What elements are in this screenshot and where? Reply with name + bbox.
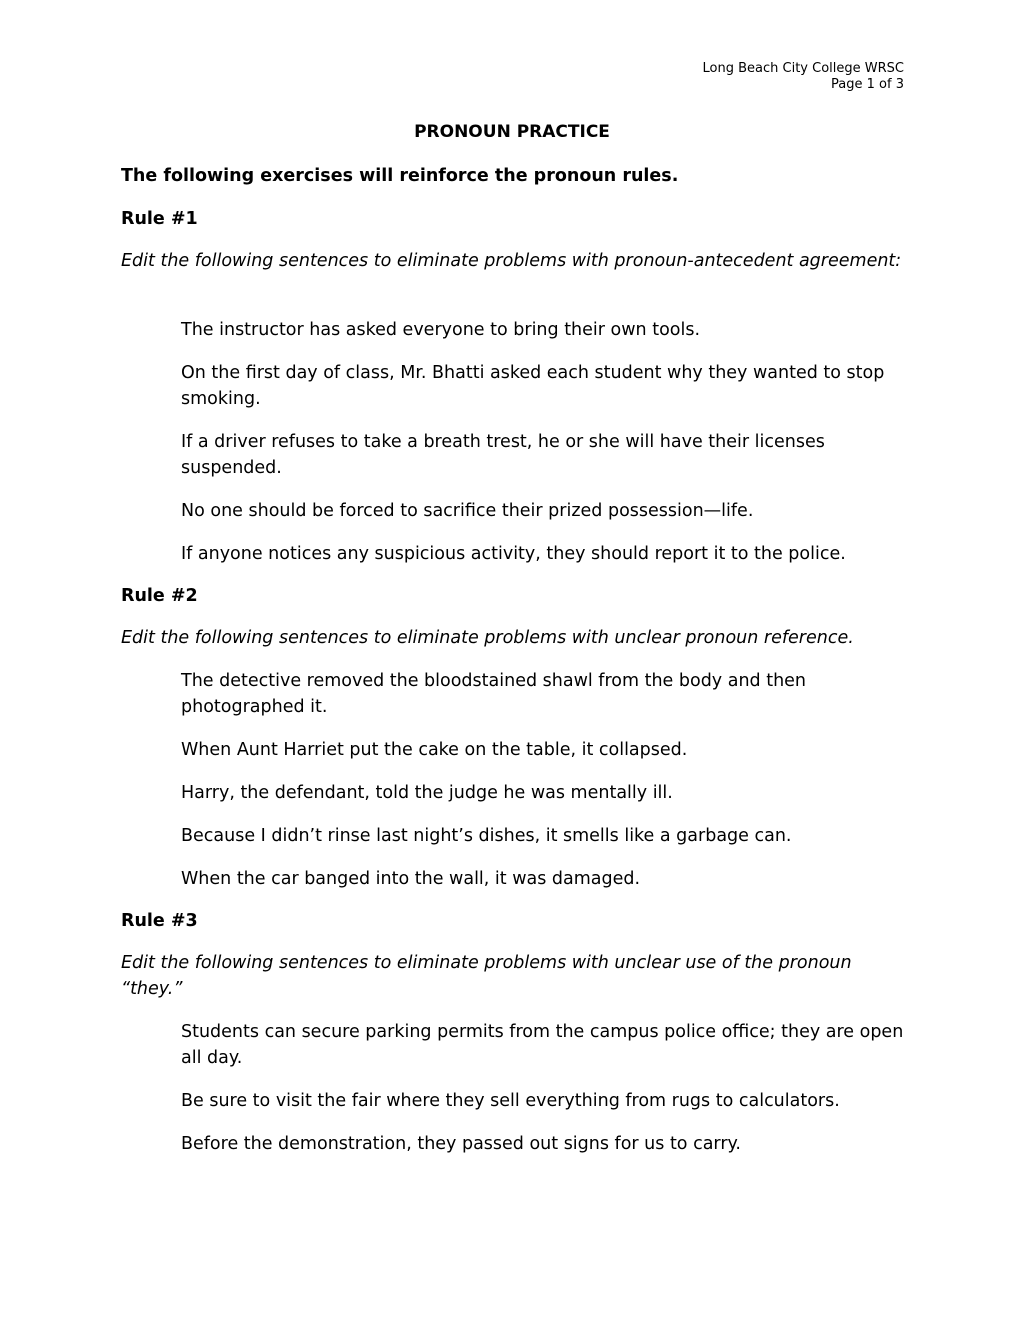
rule-3-instruction: Edit the following sentences to eliminate problems with unclear use of the pronoun “they.”: [121, 953, 852, 999]
rule-1-sentence-4: No one should be forced to sacrifice their prized possession—life.: [181, 501, 754, 521]
rule-3-sentence-2: Be sure to visit the fair where they sell everything from rugs to calculators.: [181, 1091, 840, 1111]
rule-2-sentence-5: When the car banged into the wall, it was damaged.: [181, 869, 641, 889]
rule-2-sentence-4: Because I didn’t rinse last night’s dishes, it smells like a garbage can.: [181, 826, 792, 846]
rule-3-heading: Rule #3: [121, 911, 198, 931]
rule-2-sentence-3: Harry, the defendant, told the judge he was mentally ill.: [181, 783, 673, 803]
rule-1-sentence-2: On the first day of class, Mr. Bhatti asked each student why they wanted to stop smoking.: [181, 363, 885, 409]
rule-2-sentence-1: The detective removed the bloodstained shawl from the body and then photographed it.: [181, 671, 807, 717]
rule-2-instruction: Edit the following sentences to eliminate problems with unclear pronoun reference.: [121, 628, 854, 648]
header-institution: Long Beach City College WRSC: [702, 61, 904, 76]
rule-2-heading: Rule #2: [121, 586, 198, 606]
rule-1-heading: Rule #1: [121, 209, 198, 229]
header-page-number: Page 1 of 3: [831, 77, 904, 92]
rule-3-sentence-3: Before the demonstration, they passed out signs for us to carry.: [181, 1134, 741, 1154]
document-title: PRONOUN PRACTICE: [414, 122, 610, 142]
rule-1-instruction: Edit the following sentences to eliminate problems with pronoun-antecedent agreement:: [121, 251, 902, 271]
rule-1-sentence-5: If anyone notices any suspicious activity, they should report it to the police.: [181, 544, 846, 564]
rule-2-sentence-2: When Aunt Harriet put the cake on the table, it collapsed.: [181, 740, 688, 760]
rule-1-sentence-1: The instructor has asked everyone to bring their own tools.: [181, 320, 701, 340]
intro-text: The following exercises will reinforce the pronoun rules.: [121, 166, 679, 186]
rule-3-sentence-1: Students can secure parking permits from the campus police office; they are open all day.: [181, 1022, 904, 1068]
page-header: [703, 61, 904, 93]
rule-1-sentence-3: If a driver refuses to take a breath trest, he or she will have their licenses suspended.: [181, 432, 825, 478]
